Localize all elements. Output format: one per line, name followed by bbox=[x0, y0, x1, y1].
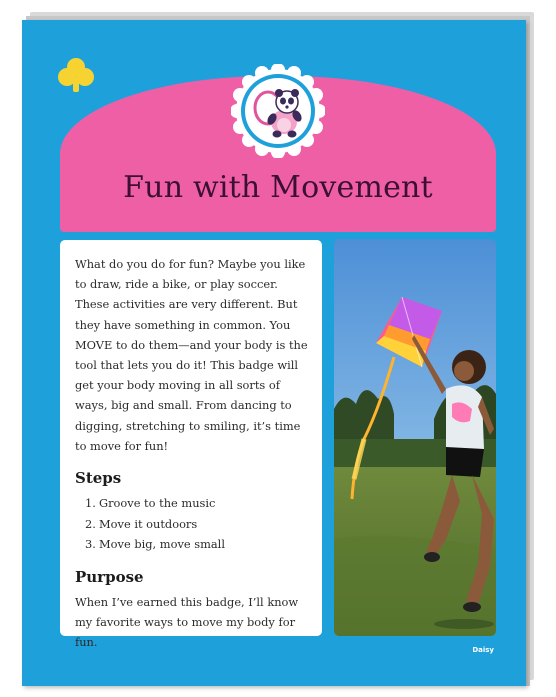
step-number: 1. bbox=[85, 496, 96, 511]
step-item bbox=[75, 534, 308, 555]
text-card bbox=[60, 240, 322, 649]
purpose-text: When I’ve earned this badge, I’ll know my favorite ways to move my body for fun. bbox=[75, 594, 299, 649]
step-item bbox=[75, 493, 308, 514]
trefoil-icon bbox=[56, 56, 96, 96]
page-title: Fun with Movement bbox=[123, 170, 433, 205]
step-label: Move it outdoors bbox=[99, 516, 198, 531]
step-number: 2. bbox=[85, 516, 96, 531]
step-label: Groove to the music bbox=[99, 496, 216, 511]
intro-paragraph: What do you do for fun? Maybe you like to draw, ride a bike, or play soccer. These activities are very different. But they have something in common. You MOVE to do them—and your body is the tool that lets you do it! This badge will get your body moving in all sorts of ways, big and small. From dancing to digging, stretching to smiling, it’s time to move for fun! bbox=[75, 257, 308, 453]
steps-list bbox=[75, 493, 308, 555]
badge-page bbox=[22, 20, 526, 686]
step-number: 3. bbox=[85, 537, 96, 552]
kite-photo bbox=[334, 239, 496, 636]
step-label: Move big, move small bbox=[99, 537, 225, 552]
badge-icon bbox=[231, 64, 325, 158]
level-label: Daisy bbox=[472, 646, 494, 654]
purpose-heading: Purpose bbox=[75, 567, 144, 586]
step-item bbox=[75, 514, 308, 535]
steps-heading: Steps bbox=[75, 469, 122, 488]
